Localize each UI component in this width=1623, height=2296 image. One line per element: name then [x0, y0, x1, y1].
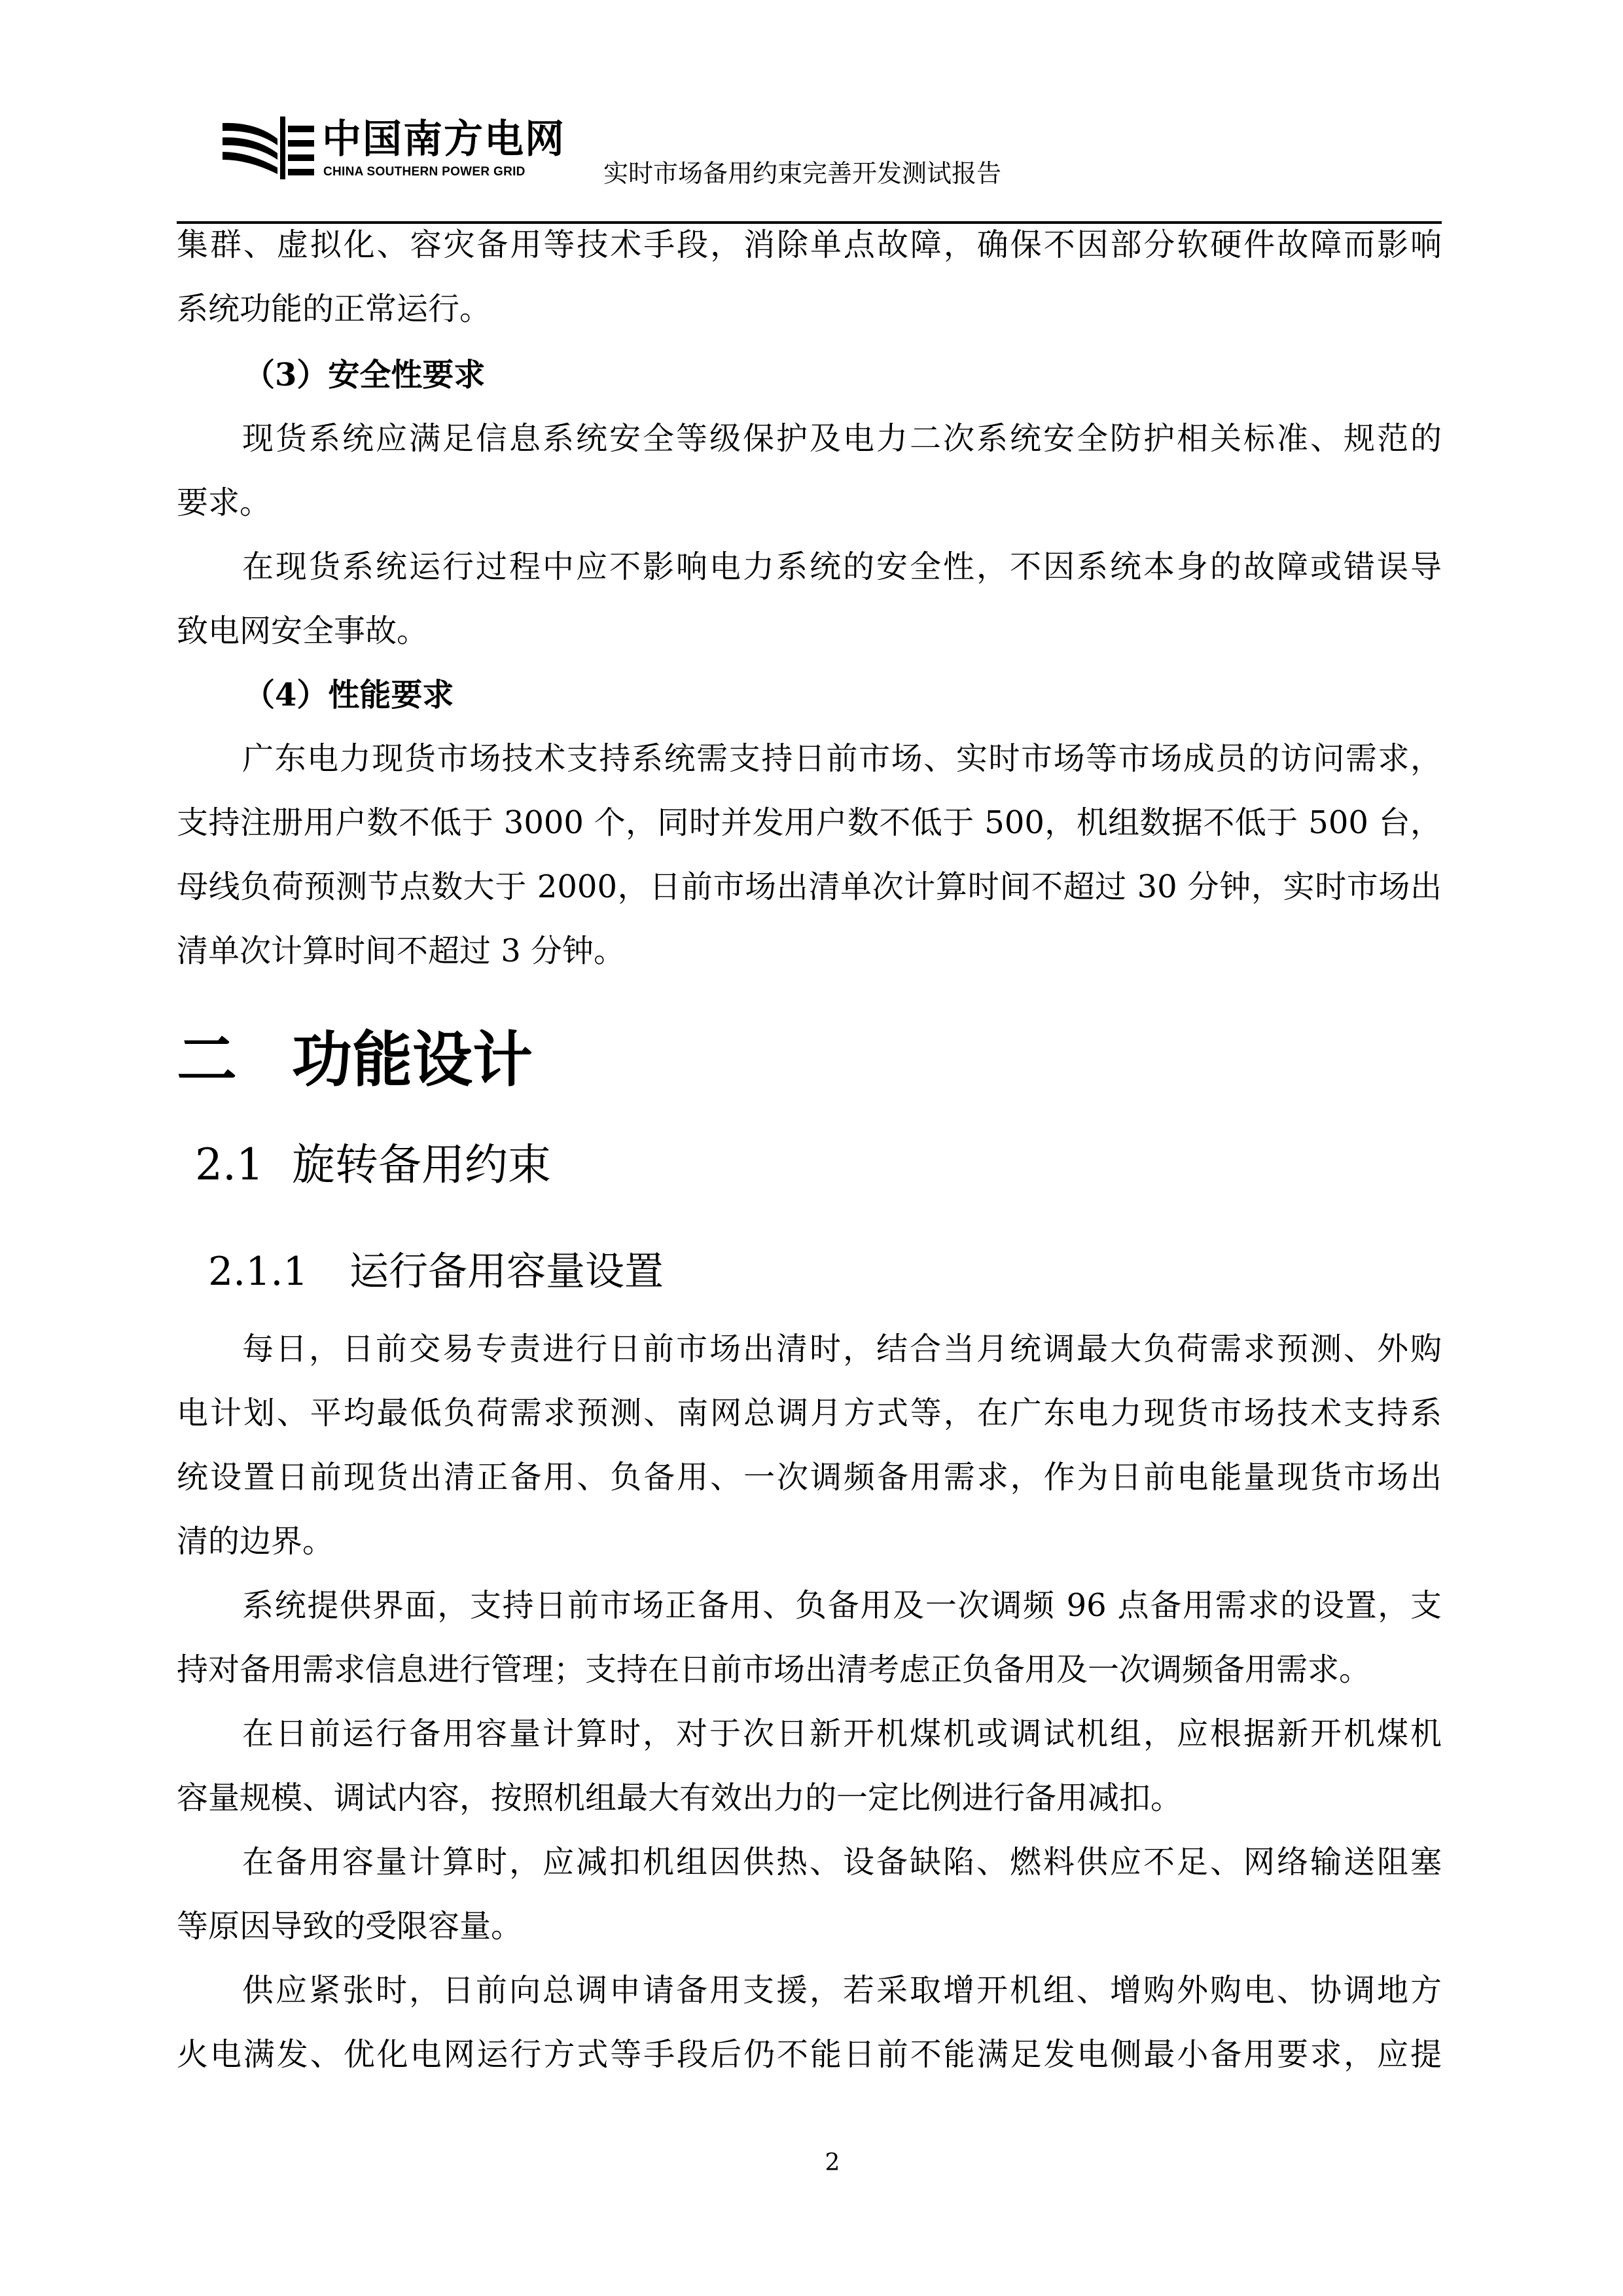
paragraph [177, 1702, 1442, 1830]
paragraph [177, 535, 1442, 663]
paragraph [177, 1958, 1442, 2087]
paragraph-line: 支持注册用户数不低于 3000 个，同时并发用户数不低于 500，机组数据不低于 500 台， [177, 804, 1442, 841]
paragraph-line: 容量规模、调试内容，按照机组最大有效出力的一定比例进行备用减扣。 [177, 1780, 1183, 1816]
paragraph-line: 电计划、平均最低负荷需求预测、南网总调月方式等，在广东电力现货市场技术支持系 [177, 1395, 1442, 1431]
subsection-heading: （3）安全性要求 [243, 357, 486, 393]
paragraph-line: 清的边界。 [177, 1523, 334, 1560]
paragraph-line: 在日前运行备用容量计算时，对于次日新开机煤机或调试机组，应根据新开机煤机 [242, 1715, 1442, 1752]
paragraph-line: 供应紧张时，日前向总调申请备用支援，若采取增开机组、增购外购电、协调地方 [242, 1972, 1442, 2009]
paragraph-line: 清单次计算时间不超过 3 分钟。 [177, 933, 626, 969]
company-logo [223, 113, 576, 185]
subsection-number: 2.1.1 [208, 1249, 308, 1295]
logo-english-name: CHINA SOUTHERN POWER GRID [323, 165, 526, 179]
paragraph [177, 213, 1442, 341]
paragraph-line: 在现货系统运行过程中应不影响电力系统的安全性，不因系统本身的故障或错误导 [242, 548, 1442, 585]
section-title: 旋转备用约束 [292, 1139, 551, 1190]
section-number: 2.1 [195, 1139, 264, 1190]
paragraph-line: 现货系统应满足信息系统安全等级保护及电力二次系统安全防护相关标准、规范的 [242, 420, 1442, 457]
document-header-title: 实时市场备用约束完善开发测试报告 [603, 159, 1002, 188]
paragraph [177, 1317, 1442, 1573]
paragraph-line: 系统功能的正常运行。 [177, 291, 491, 327]
paragraph-line: 致电网安全事故。 [177, 613, 429, 649]
paragraph-line: 统设置日前现货出清正备用、负备用、一次调频备用需求，作为日前电能量现货市场出 [177, 1459, 1442, 1496]
paragraph-line: 母线负荷预测节点数大于 2000，日前市场出清单次计算时间不超过 30 分钟，实时市场出 [177, 869, 1442, 905]
subsection-heading: （4）性能要求 [243, 677, 454, 713]
chapter-title: 功能设计 [292, 1025, 533, 1095]
page-number: 2 [825, 2149, 840, 2176]
paragraph-line: 系统提供界面，支持日前市场正备用、负备用及一次调频 96 点备用需求的设置，支 [242, 1587, 1442, 1624]
logo-chinese-name: 中国南方电网 [322, 117, 565, 162]
paragraph-line: 集群、虚拟化、容灾备用等技术手段，消除单点故障，确保不因部分软硬件故障而影响 [177, 226, 1442, 263]
paragraph-line: 要求。 [177, 484, 272, 521]
paragraph [177, 726, 1442, 983]
paragraph-line: 等原因导致的受限容量。 [177, 1908, 523, 1945]
paragraph-line: 在备用容量计算时，应减扣机组因供热、设备缺陷、燃料供应不足、网络输送阻塞 [242, 1844, 1442, 1880]
paragraph-line: 火电满发、优化电网运行方式等手段后仍不能日前不能满足发电侧最小备用要求，应提 [177, 2036, 1442, 2073]
paragraph [177, 406, 1442, 535]
subsection-title: 运行备用容量设置 [349, 1249, 664, 1295]
paragraph-line: 每日，日前交易专责进行日前市场出清时，结合当月统调最大负荷需求预测、外购 [242, 1331, 1442, 1367]
paragraph-line: 持对备用需求信息进行管理；支持在日前市场出清考虑正负备用及一次调频备用需求。 [177, 1651, 1371, 1688]
paragraph [177, 1573, 1442, 1702]
grid-logo-icon [223, 117, 321, 182]
paragraph [177, 1830, 1442, 1958]
paragraph-line: 广东电力现货市场技术支持系统需支持日前市场、实时市场等市场成员的访问需求， [242, 740, 1442, 777]
chapter-number: 二 [177, 1025, 238, 1095]
